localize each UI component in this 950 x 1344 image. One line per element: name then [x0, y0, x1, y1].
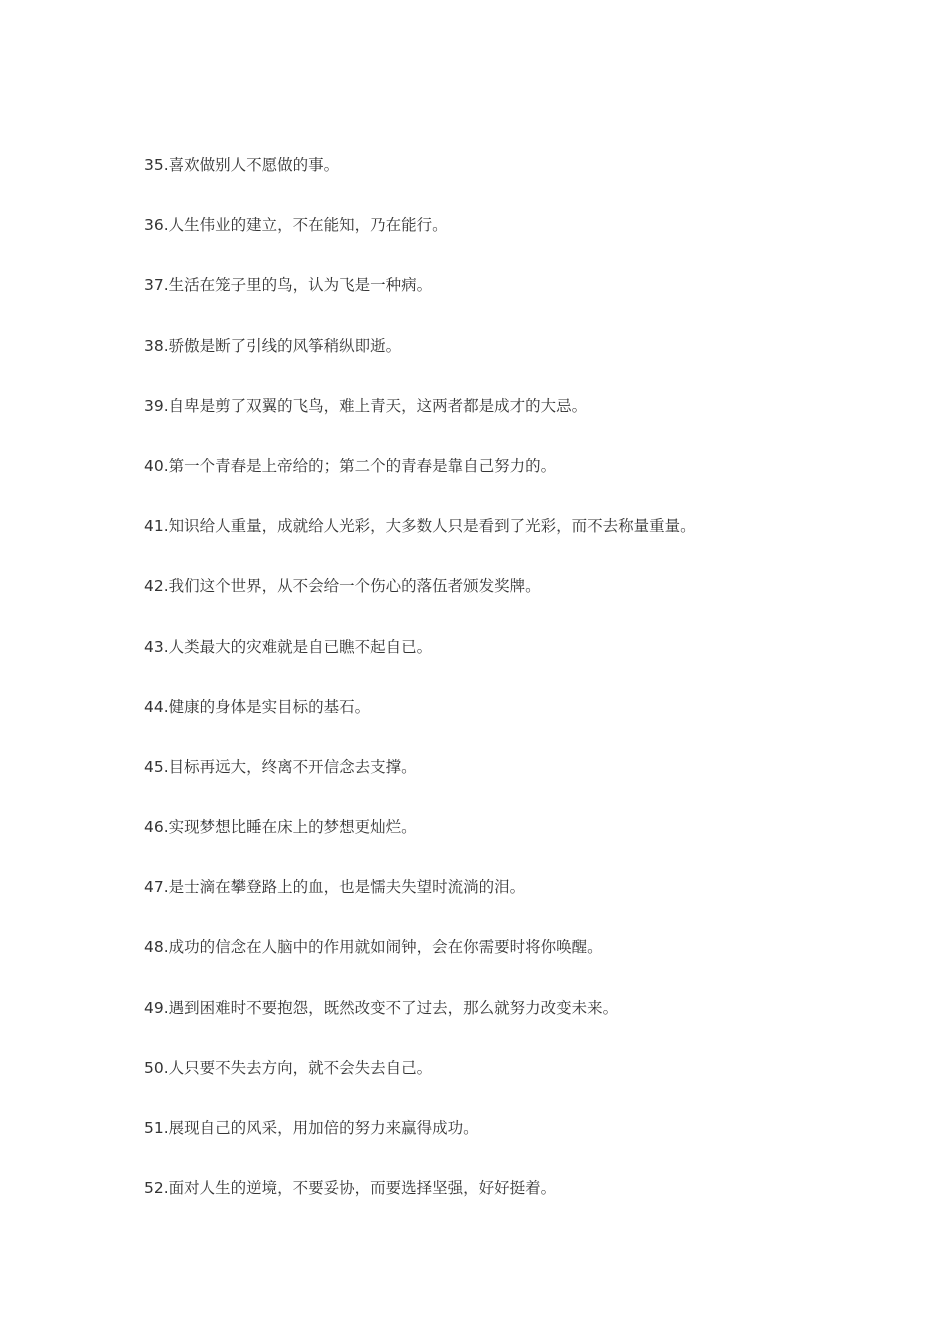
- quote-line-46: 46.实现梦想比睡在床上的梦想更灿烂。: [144, 818, 417, 837]
- quote-line-50: 50.人只要不失去方向，就不会失去自己。: [144, 1058, 433, 1077]
- quote-line-44: 44.健康的身体是实目标的基石。: [144, 697, 371, 716]
- quote-list: [144, 153, 904, 1236]
- quote-line-36: 36.人生伟业的建立，不在能知，乃在能行。: [144, 216, 448, 235]
- quote-line-39: 39.自卑是剪了双翼的飞鸟，难上青天，这两者都是成才的大忌。: [144, 396, 588, 415]
- quote-line-38: 38.骄傲是断了引线的风筝稍纵即逝。: [144, 336, 402, 355]
- quote-line-48: 48.成功的信念在人脑中的作用就如闹钟，会在你需要时将你唤醒。: [144, 938, 603, 957]
- quote-line-41: 41.知识给人重量，成就给人光彩，大多数人只是看到了光彩，而不去称量重量。: [144, 517, 696, 536]
- quote-line-43: 43.人类最大的灾难就是自已瞧不起自已。: [144, 637, 433, 656]
- quote-line-47: 47.是士滴在攀登路上的血，也是懦夫失望时流淌的泪。: [144, 878, 526, 897]
- quote-line-51: 51.展现自己的风采，用加倍的努力来赢得成功。: [144, 1119, 479, 1137]
- quote-line-42: 42.我们这个世界，从不会给一个伤心的落伍者颁发奖牌。: [144, 577, 541, 596]
- quote-line-49: 49.遇到困难时不要抱怨，既然改变不了过去，那么就努力改变未来。: [144, 998, 619, 1017]
- quote-line-37: 37.生活在笼子里的鸟，认为飞是一种病。: [144, 276, 433, 295]
- quote-line-45: 45.目标再远大，终离不开信念去支撑。: [144, 757, 417, 776]
- quote-line-52: 52.面对人生的逆境，不要妥协，而要选择坚强，好好挺着。: [144, 1179, 557, 1198]
- quote-line-40: 40.第一个青春是上帝给的；第二个的青春是靠自己努力的。: [144, 456, 557, 475]
- quote-line-35: 35.喜欢做别人不愿做的事。: [144, 156, 340, 174]
